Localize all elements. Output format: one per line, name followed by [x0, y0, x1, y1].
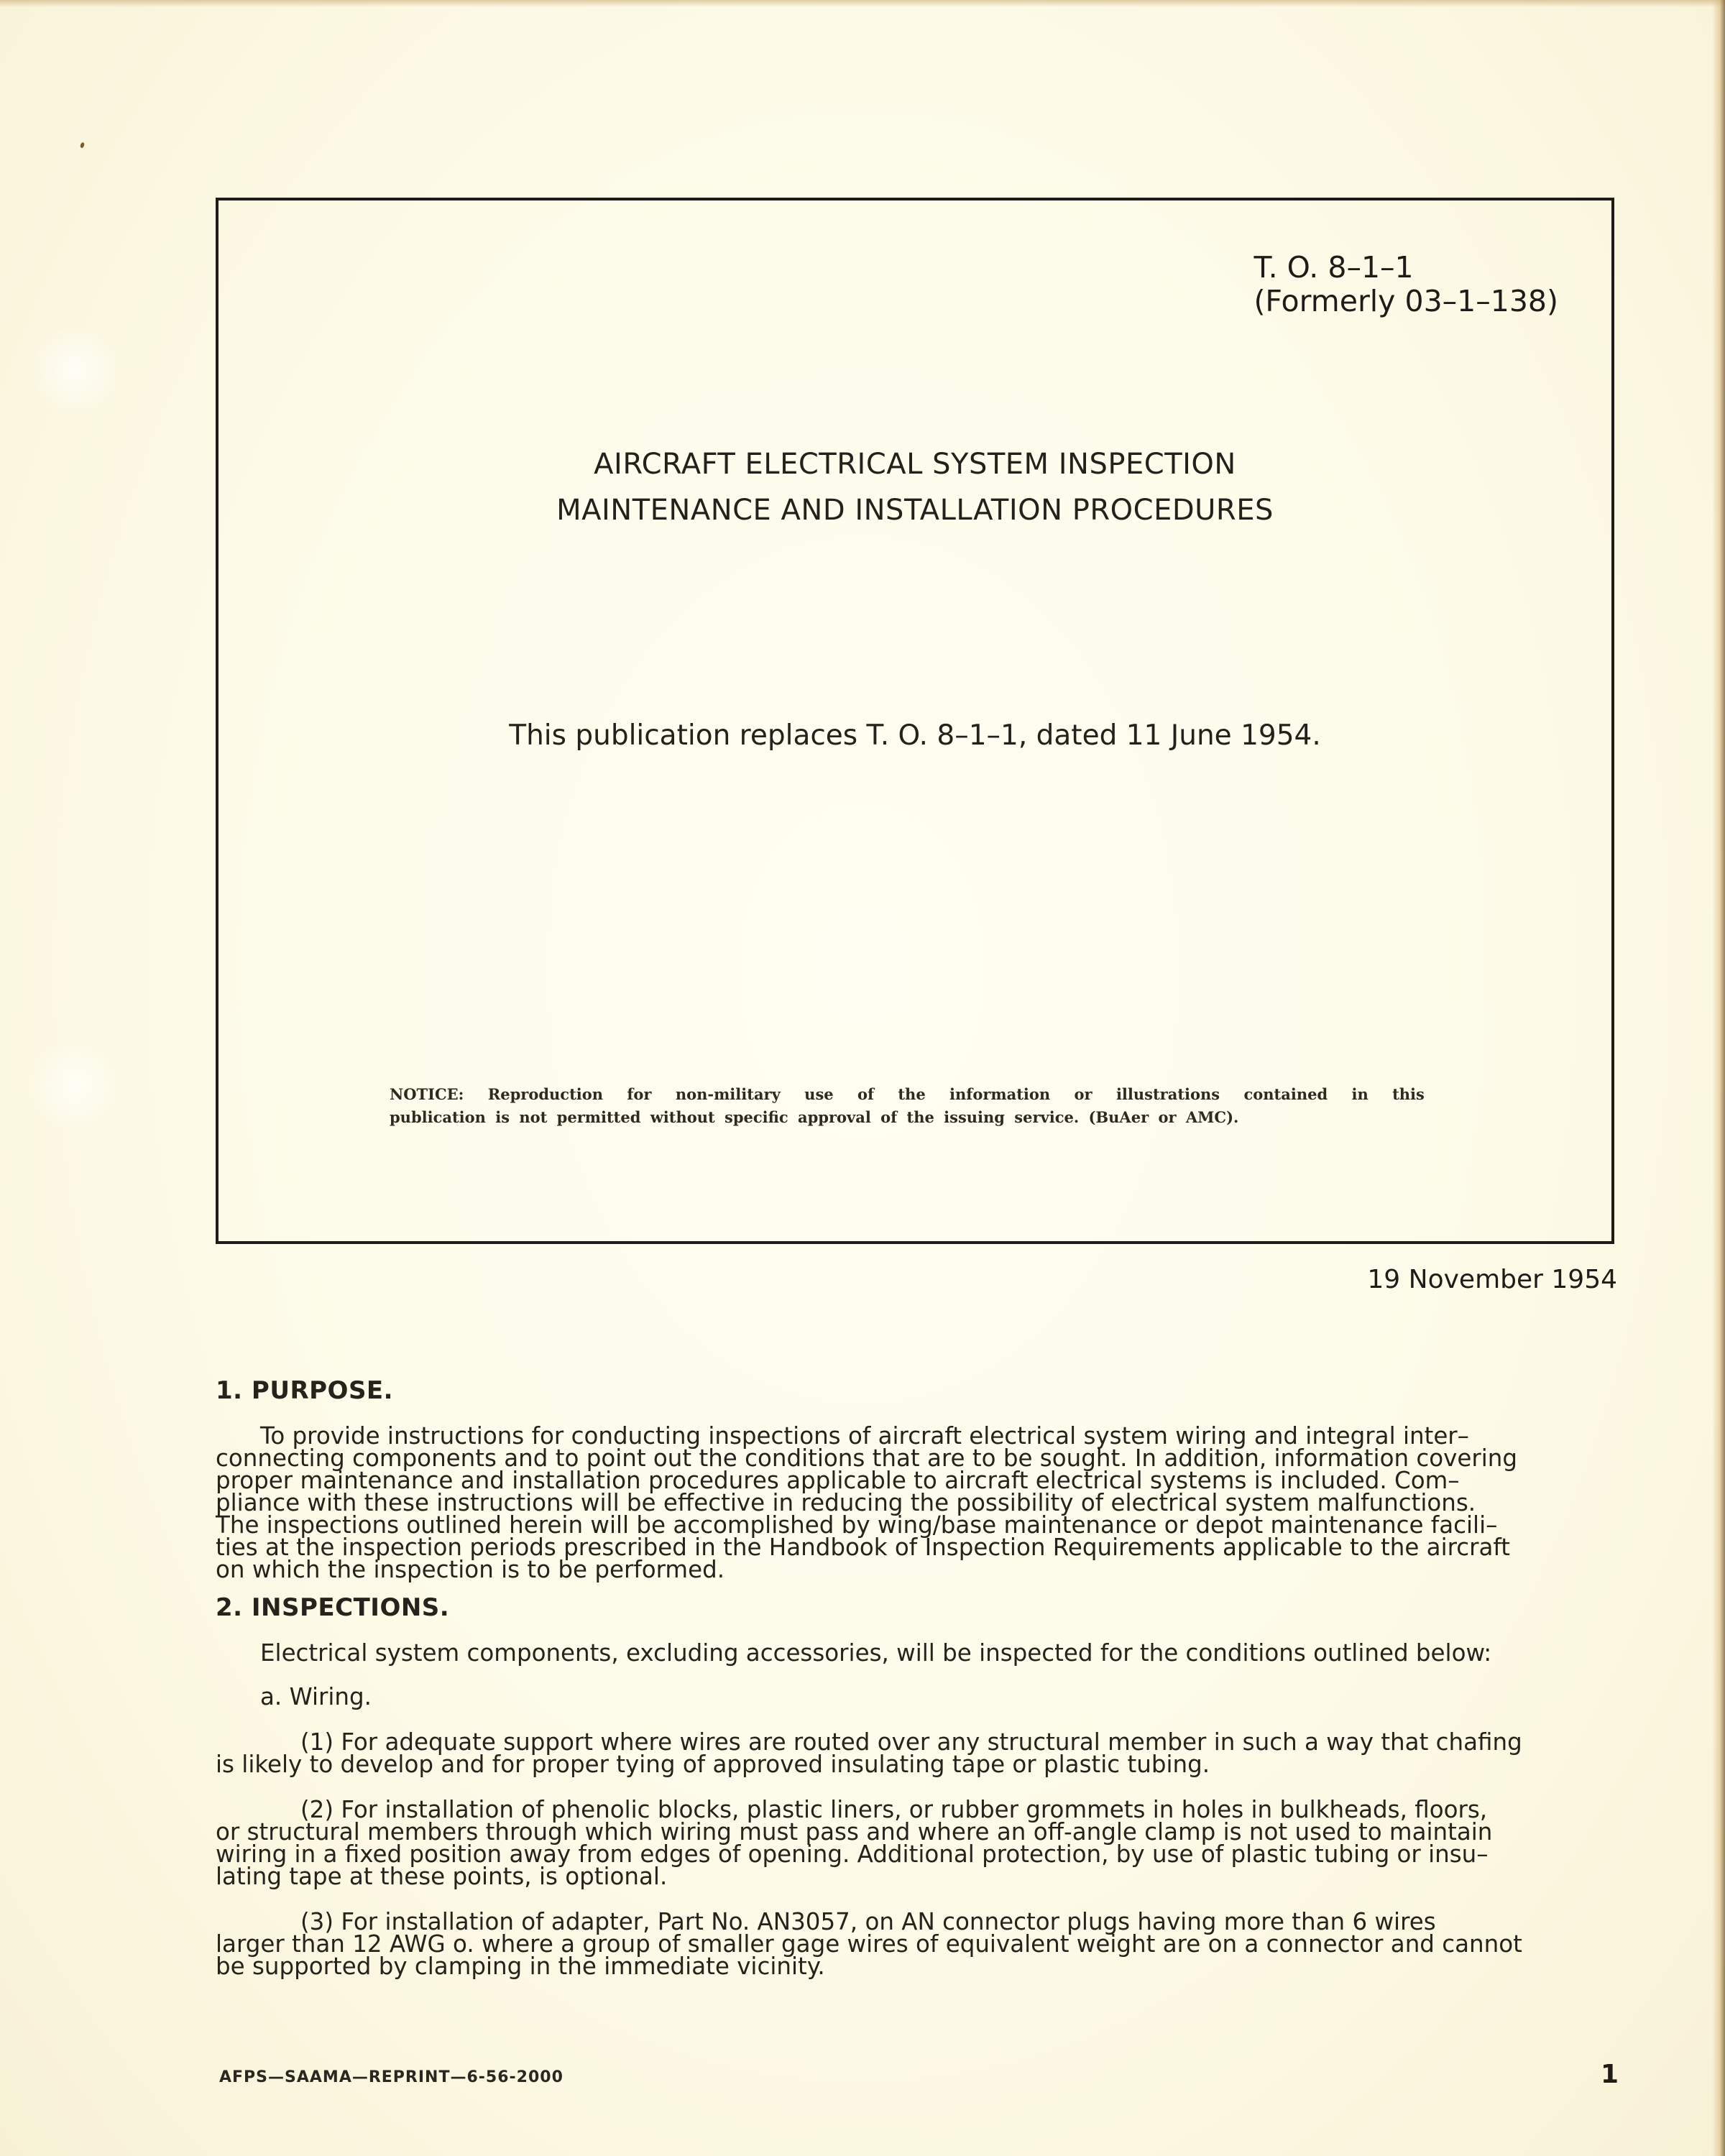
notice-word: of [857, 1085, 875, 1103]
purpose-line: To provide instructions for conducting inspections of aircraft electrical system wiring and integral inter– [260, 1422, 1469, 1450]
paper-speck [80, 142, 85, 148]
notice-word: the [898, 1085, 926, 1103]
notice-word: illustrations [1116, 1085, 1220, 1103]
notice-word: non-military [675, 1085, 781, 1103]
wiring-item-2 [216, 1796, 1617, 1890]
notice-line-1 [390, 1083, 1425, 1106]
to-number-label: T. O. 8–1–1 [1254, 250, 1414, 285]
notice-word: NOTICE: [390, 1085, 464, 1103]
notice-word: for [627, 1085, 652, 1103]
issue-date: 19 November 1954 [1367, 1265, 1617, 1294]
notice-word: this [1392, 1085, 1425, 1103]
purpose-line: connecting components and to point out the conditions that are to be sought. In addition, information covering [216, 1445, 1517, 1472]
purpose-line: pliance with these instructions will be effective in reducing the possibility of electrical system malfunctions. [216, 1489, 1476, 1516]
section-heading-purpose: 1. PURPOSE. [216, 1376, 394, 1405]
wiring-item-list [216, 1728, 1617, 1980]
replaces-notice: This publication replaces T. O. 8–1–1, dated 11 June 1954. [509, 719, 1321, 752]
page-edge-stain-top [0, 0, 1725, 7]
print-code: AFPS—SAAMA—REPRINT—6-56-2000 [219, 2068, 564, 2086]
wiring-subheading [216, 1683, 1617, 1710]
notice-word: in [1351, 1085, 1368, 1103]
title-box [216, 198, 1614, 1244]
wiring-item-line: (2) For installation of phenolic blocks, plastic liners, or rubber grommets in holes in bulkheads, floors, [300, 1796, 1488, 1823]
purpose-line: on which the inspection is to be performed. [216, 1556, 725, 1583]
wiring-item-line: larger than 12 AWG o. where a group of smaller gage wires of equivalent weight are on a connector and cannot [216, 1930, 1522, 1958]
notice-word: use [804, 1085, 834, 1103]
wiring-subheading-text: a. Wiring. [260, 1683, 372, 1710]
wiring-item-line: or structural members through which wiring must pass and where an off-angle clamp is not used to maintain [216, 1818, 1493, 1846]
document-body [216, 1365, 1617, 1978]
section-heading-inspections: 2. INSPECTIONS. [216, 1593, 450, 1622]
notice-word: contained [1243, 1085, 1328, 1103]
document-title [218, 441, 1611, 533]
page-number: 1 [1600, 2060, 1619, 2089]
wiring-item-line: wiring in a fixed position away from edges of opening. Additional protection, by use of plastic tubing or insu– [216, 1841, 1489, 1868]
title-line-1: AIRCRAFT ELECTRICAL SYSTEM INSPECTION [594, 448, 1236, 481]
wiring-item-line: lating tape at these points, is optional. [216, 1863, 668, 1890]
punch-hole-top [32, 327, 119, 413]
inspections-intro [216, 1639, 1617, 1667]
wiring-item-line: (1) For adequate support where wires are routed over any structural member in such a way that chafing [300, 1728, 1522, 1756]
technical-order-number [1254, 251, 1558, 318]
punch-hole-middle [32, 1042, 119, 1128]
formerly-label: (Formerly 03–1–138) [1254, 284, 1558, 318]
notice-line-2: publication is not permitted without specific approval of the issuing service. (BuAer or AMC). [390, 1108, 1239, 1126]
wiring-item-line: is likely to develop and for proper tying of approved insulating tape or plastic tubing. [216, 1751, 1210, 1778]
notice-word: or [1074, 1085, 1092, 1103]
purpose-line: ties at the inspection periods prescribed in the Handbook of Inspection Requirements applicable to the aircraft [216, 1534, 1511, 1561]
wiring-item-3 [216, 1908, 1617, 1980]
purpose-line: The inspections outlined herein will be accomplished by wing/base maintenance or depot maintenance facili– [216, 1511, 1498, 1539]
wiring-item-line: be supported by clamping in the immediate vicinity. [216, 1953, 825, 1980]
page-edge-stain-right [1712, 0, 1725, 2156]
notice-word: Reproduction [487, 1085, 604, 1103]
purpose-line: proper maintenance and installation procedures applicable to aircraft electrical systems is included. Com– [216, 1467, 1460, 1494]
wiring-item-1 [216, 1728, 1617, 1778]
notice-word: information [949, 1085, 1051, 1103]
title-line-2: MAINTENANCE AND INSTALLATION PROCEDURES [556, 494, 1274, 527]
inspections-intro-text: Electrical system components, excluding accessories, will be inspected for the conditions outlined below: [260, 1639, 1492, 1667]
reproduction-notice [390, 1083, 1425, 1129]
purpose-paragraph [216, 1422, 1617, 1583]
wiring-item-line: (3) For installation of adapter, Part No. AN3057, on AN connector plugs having more than 6 wires [300, 1908, 1436, 1935]
